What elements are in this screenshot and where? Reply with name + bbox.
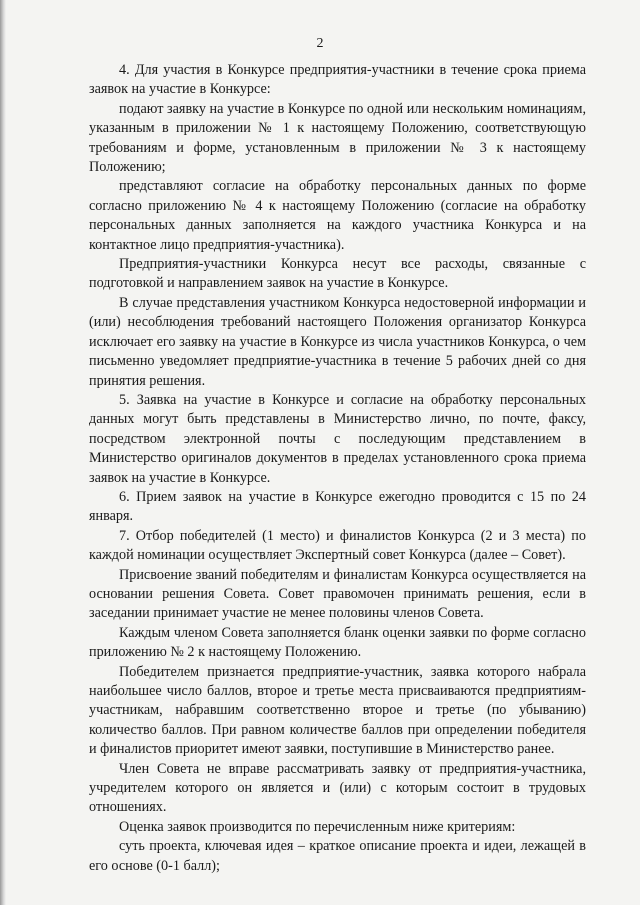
document-body [89, 61, 586, 876]
paragraph: 5. Заявка на участие в Конкурсе и согласие на обработку персональных данных могут быть представлены в Министерство лично, по почте, факсу, посредством электронной почты с последующим представлением в Министерство оригиналов документов в пределах установленного срока приема заявок на участие в Конкурсе. [89, 391, 586, 486]
paragraph: 4. Для участия в Конкурсе предприятия-участники в течение срока приема заявок на участие в Конкурсе: [89, 62, 586, 98]
paragraph: подают заявку на участие в Конкурсе по одной или нескольким номинациям, указанным в приложении № 1 к настоящему Положению, соответствующую требованиям и форме, установленным в приложении № 3 к настоящему Положению; [89, 100, 586, 176]
paragraph: В случае представления участником Конкурса недостоверной информации и (или) несоблюдения требований настоящего Положения организатор Конкурса исключает его заявку на участие в Конкурсе из числа участников Конкурса, о чем письменно уведомляет предприятие-участника в течение 5 рабочих дней со дня принятия решения. [89, 294, 586, 389]
scan-left-edge [0, 0, 6, 905]
paragraph: 7. Отбор победителей (1 место) и финалистов Конкурса (2 и 3 места) по каждой номинации осуществляет Экспертный совет Конкурса (далее – Совет). [89, 527, 586, 564]
paragraph: Член Совета не вправе рассматривать заявку от предприятия-участника, учредителем которого он является и (или) с которым состоит в трудовых отношениях. [89, 760, 586, 816]
paragraph: суть проекта, ключевая идея – краткое описание проекта и идеи, лежащей в его основе (0-1 балл); [89, 838, 586, 874]
paragraph: представляют согласие на обработку персональных данных по форме согласно приложению № 4 к настоящему Положению (согласие на обработку персональных данных заполняется на каждого участника Конкурса и на контактное лицо предприятия-участника). [89, 178, 586, 253]
paragraph: Оценка заявок производится по перечисленным ниже критериям: [119, 818, 516, 835]
paragraph: Каждым членом Совета заполняется бланк оценки заявки по форме согласно приложению № 2 к настоящему Положению. [89, 624, 586, 661]
paragraph: Присвоение званий победителям и финалистам Конкурса осуществляется на основании решения Совета. Совет правомочен принимать решения, если в заседании принимает участие не менее половины членов Совета. [89, 566, 586, 622]
paragraph: Победителем признается предприятие-участник, заявка которого набрала наибольшее число баллов, второе и третье места присваиваются предприятиям-участникам, набравшим соответственно второе и третье (по убыванию) количество баллов. При равном количестве баллов при определении победителя и финалистов приоритет имеют заявки, поступившие в Министерство ранее. [89, 663, 586, 758]
paragraph: Предприятия-участники Конкурса несут все расходы, связанные с подготовкой и направлением заявок на участие в Конкурсе. [89, 256, 586, 292]
paragraph: 6. Прием заявок на участие в Конкурсе ежегодно проводится с 15 по 24 января. [89, 488, 586, 525]
page-number: 2 [316, 36, 324, 51]
